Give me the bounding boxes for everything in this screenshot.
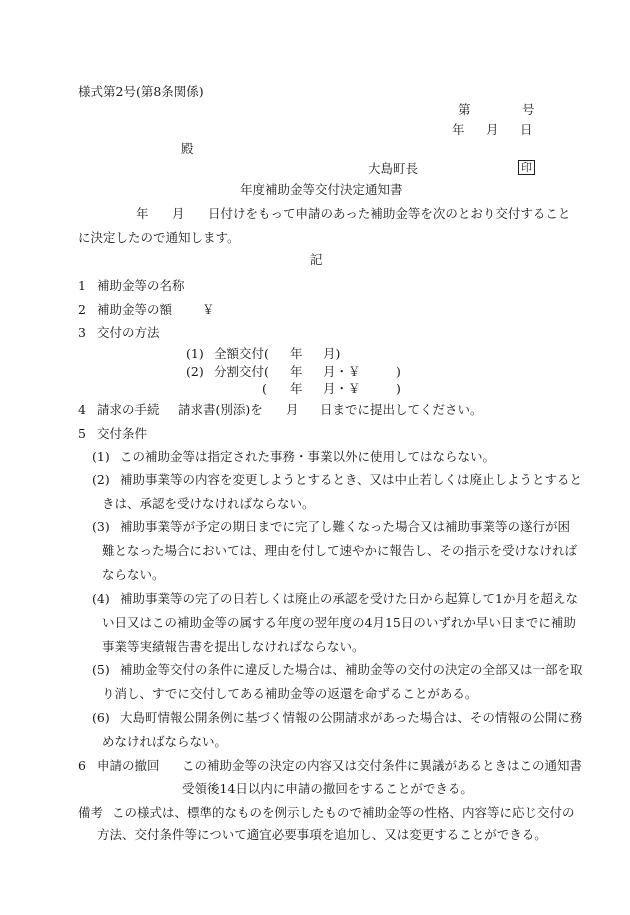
method-1-label: 全額交付(	[214, 346, 269, 361]
item-4-text-1: 請求書(別添)を	[178, 402, 263, 417]
date-year: 年	[452, 122, 465, 137]
item-6-line-2: 受領後14日以内に申請の撤回をすることができる。	[182, 781, 473, 796]
method-3-open: (	[262, 381, 267, 396]
condition-1-line-1: この補助金等は指定された事務・事業以外に使用してはならない。	[120, 449, 496, 464]
item-6-label: 申請の撤回	[97, 758, 160, 773]
intro-line-2: に決定したので通知します。	[78, 230, 240, 245]
method-2-num: (2)	[186, 364, 204, 379]
condition-2-num: (2)	[92, 472, 110, 487]
item-4-label: 請求の手続	[97, 402, 160, 417]
method-3-year: 年	[290, 381, 303, 396]
remarks-label: 備考	[78, 805, 104, 820]
intro-month: 月	[172, 206, 185, 221]
date-day: 日	[520, 122, 533, 137]
condition-5-line-1: 補助金等交付の条件に違反した場合は、補助金等の交付の決定の全部又は一部を取	[120, 662, 583, 677]
condition-3-line-2: 難となった場合においては、理由を付して速やかに報告し、その指示を受けなければ	[102, 543, 578, 558]
remarks-line-2: 方法、交付条件等について適宜必要事項を追加し、又は変更することができる。	[97, 827, 547, 842]
condition-3-line-1: 補助事業等が予定の期日までに完了し難くなった場合又は補助事業等の遂行が困	[120, 519, 571, 534]
method-2-label: 分割交付(	[214, 364, 269, 379]
doc-number-prefix: 第	[458, 102, 471, 117]
seal-mark: 印	[518, 160, 535, 175]
issuer-name: 大島町長	[368, 161, 419, 176]
recipient-suffix: 殿	[181, 141, 194, 156]
condition-1-num: (1)	[92, 449, 110, 464]
item-5-label: 交付条件	[97, 426, 148, 441]
method-2-close: )	[396, 364, 401, 379]
item-6-num: 6	[78, 758, 86, 773]
condition-5-line-2: り消し、すでに交付してある補助金等の返還を命ずることがある。	[102, 686, 478, 701]
item-4-text-2: 日までに提出してください。	[320, 402, 483, 417]
condition-6-line-2: めなければならない。	[102, 734, 228, 749]
method-1-num: (1)	[186, 346, 204, 361]
item-5-num: 5	[78, 426, 86, 441]
form-id: 様式第2号(第8条関係)	[78, 84, 204, 99]
remarks-line-1: この様式は、標準的なものを例示したもので補助金等の性格、内容等に応じ交付の	[112, 805, 575, 820]
condition-3-line-3: ならない。	[102, 567, 165, 582]
condition-6-line-1: 大島町情報公開条例に基づく情報の公開請求があった場合は、その情報の公開に務	[120, 710, 583, 725]
item-6-line-1: この補助金等の決定の内容又は交付条件に異議があるときはこの通知書	[182, 758, 583, 773]
item-2-num: 2	[78, 302, 86, 317]
method-3-close: )	[396, 381, 401, 396]
condition-4-num: (4)	[92, 591, 110, 606]
method-2-year: 年	[290, 364, 303, 379]
item-1-num: 1	[78, 278, 86, 293]
condition-6-num: (6)	[92, 710, 110, 725]
method-2-month: 月・￥	[323, 364, 361, 379]
condition-4-line-1: 補助事業等の完了の日若しくは廃止の承認を受けた日から起算して1か月を超えな	[120, 591, 578, 606]
method-3-month: 月・￥	[323, 381, 361, 396]
method-1-year: 年	[290, 346, 303, 361]
date-month: 月	[486, 122, 499, 137]
condition-2-line-2: きは、承認を受けなければならない。	[102, 496, 315, 511]
condition-4-line-2: い日又はこの補助金等の属する年度の翌年度の4月15日のいずれか早い日までに補助	[102, 615, 576, 630]
intro-line-1: 日付けをもって申請のあった補助金等を次のとおり交付すること	[208, 206, 571, 221]
document-title: 年度補助金等交付決定通知書	[240, 182, 403, 197]
doc-number-suffix: 号	[522, 102, 535, 117]
item-2-value: ￥	[202, 302, 215, 317]
item-3-num: 3	[78, 325, 86, 340]
method-1-month: 月)	[323, 346, 341, 361]
item-3-label: 交付の方法	[97, 325, 160, 340]
item-1-label: 補助金等の名称	[97, 278, 185, 293]
ki-heading: 記	[310, 252, 323, 267]
condition-4-line-3: 事業等実績報告書を提出しなければならない。	[102, 639, 365, 654]
condition-5-num: (5)	[92, 662, 110, 677]
intro-year: 年	[136, 206, 149, 221]
condition-3-num: (3)	[92, 519, 110, 534]
item-2-label: 補助金等の額	[97, 302, 173, 317]
item-4-num: 4	[78, 402, 86, 417]
item-4-month: 月	[286, 402, 299, 417]
condition-2-line-1: 補助事業等の内容を変更しようとするとき、又は中止若しくは廃止しようとすると	[120, 472, 583, 487]
